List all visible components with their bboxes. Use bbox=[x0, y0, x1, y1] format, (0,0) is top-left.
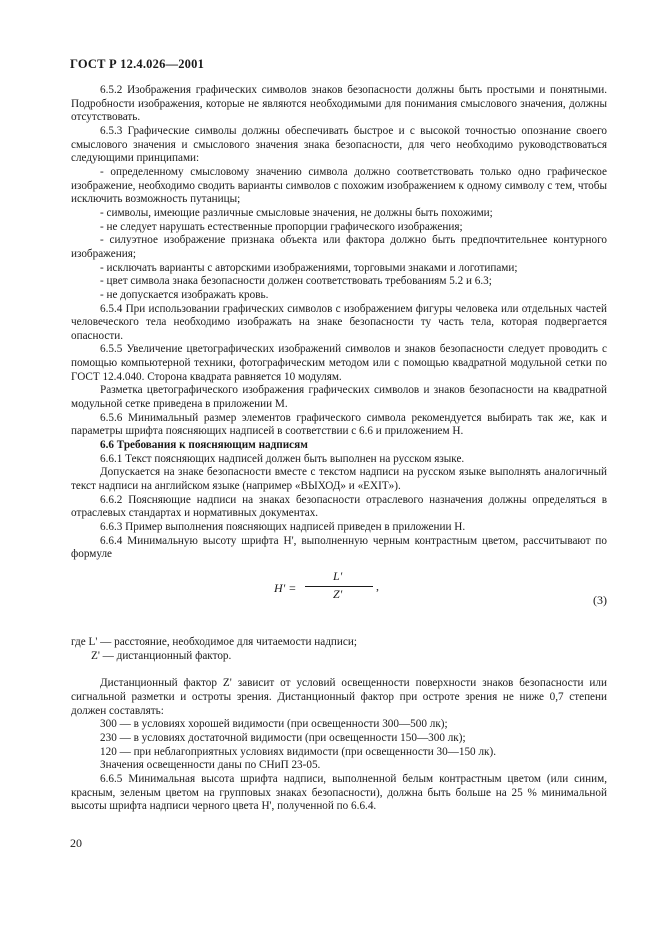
formula-legend bbox=[71, 636, 607, 663]
formula-denominator: Z' bbox=[333, 586, 343, 601]
formula-number: (3) bbox=[593, 592, 607, 607]
list-item: - символы, имеющие различные смысловые значения, не должны быть похожими; bbox=[100, 206, 493, 219]
paragraph-6-6-4: 6.6.4 Минимальную высоту шрифта H', выполненную черным контрастным цветом, рассчитывают по формуле bbox=[71, 534, 607, 561]
paragraph-6-6-5: 6.6.5 Минимальная высота шрифта надписи, выполненной белым контрастным цветом (или синим, красным, зеленым цветом на групповых знаках безопасности), должна быть больше на 25 % минимальной высоты шрифта надписи черного цвета H', полученной по 6.6.4. bbox=[71, 772, 607, 813]
paragraph-markup: Разметка цветографического изображения графических символов и знаков безопасности на квадратной модульной сетке приведена в приложении М. bbox=[71, 384, 607, 411]
list-item: - исключать варианты с авторскими изображениями, торговыми знаками и логотипами; bbox=[100, 261, 518, 274]
paragraph-6-5-6: 6.5.6 Минимальный размер элементов графического символа рекомендуется выбирать так же, как и параметры шрифта поясняющих надписей в соответствии с 6.6 и приложением Н. bbox=[71, 411, 607, 438]
list-item: 120 — при неблагоприятных условиях видимости (при освещенности 30—150 лк). bbox=[100, 745, 496, 758]
paragraph-6-6-3: 6.6.3 Пример выполнения поясняющих надписей приведен в приложении Н. bbox=[100, 521, 466, 533]
document-body bbox=[71, 84, 607, 814]
formula-lhs: H' = bbox=[274, 580, 297, 595]
legend-line-z: Z' — дистанционный фактор. bbox=[91, 649, 232, 662]
document-header: ГОСТ Р 12.4.026—2001 bbox=[70, 57, 205, 71]
formula-comma: , bbox=[376, 578, 379, 593]
paragraph-english-text: Допускается на знаке безопасности вместе с текстом надписи на русском языке выполнять аналогичный текст надписи на английском языке (например «ВЫХОД» и «EXIT»). bbox=[71, 466, 607, 493]
paragraph-6-5-5: 6.5.5 Увеличение цветографических изображений символов и знаков безопасности следует проводить с помощью компьютерной техники, фотографическим методом или с помощью квадратной модульной сетки по ГОСТ 12.4.040. Сторона квадрата равняется 10 модулям. bbox=[71, 343, 607, 383]
paragraph-distance-factor: Дистанционный фактор Z' зависит от условий освещенности поверхности знаков безопасности или сигнальной разметки и остроты зрения. Дистанционный фактор при остроте зрения не ниже 0,7 степени должен составлять: bbox=[71, 677, 607, 717]
paragraph-6-5-2: 6.5.2 Изображения графических символов знаков безопасности должны быть простыми и понятными. Подробности изображения, которые не являются необходимыми для понимания смыслового значения, должны отсутствовать. bbox=[71, 84, 607, 124]
list-item: - не следует нарушать естественные пропорции графического изображения; bbox=[100, 220, 463, 233]
paragraph-6-6-1: 6.6.1 Текст поясняющих надписей должен быть выполнен на русском языке. bbox=[100, 452, 465, 465]
paragraph-6-6-2: 6.6.2 Поясняющие надписи на знаках безопасности отраслевого назначения должны определяться в отраслевых стандартах и нормативных документах. bbox=[71, 493, 607, 520]
section-heading-6-6: 6.6 Требования к поясняющим надписям bbox=[100, 439, 308, 452]
list-item: - силуэтное изображение признака объекта или фактора должно быть предпочтительнее контурного изображения; bbox=[71, 234, 607, 260]
list-item: - определенному смысловому значению символа должно соответствовать только одно графическое изображение, необходимо сводить варианты символов с похожим изображением к одному символу с тем, чтобы исключить возможность путаницы; bbox=[71, 165, 607, 206]
list-item: - цвет символа знака безопасности должен соответствовать требованиям 5.2 и 6.3; bbox=[100, 275, 492, 288]
formula-numerator: L' bbox=[333, 568, 343, 583]
paragraph-snip: Значения освещенности даны по СНиП 23-05. bbox=[100, 759, 321, 772]
legend-line-l: где L' — расстояние, необходимое для читаемости надписи; bbox=[71, 635, 357, 648]
paragraph-6-5-3: 6.5.3 Графические символы должны обеспечивать быстрое и с высокой точностью опознание своего смыслового значения и смыслового значения знака безопасности, для чего необходимо руководствоваться следующими принципами: bbox=[71, 124, 607, 165]
page-number: 20 bbox=[70, 836, 82, 850]
paragraph-6-5-4: 6.5.4 При использовании графических символов с изображением фигуры человека или отдельных частей человеческого тела необходимо изображать на знаке безопасности ту часть тела, которая подвергается опасности. bbox=[71, 302, 607, 342]
list-item: 300 — в условиях хорошей видимости (при освещенности 300—500 лк); bbox=[100, 718, 448, 731]
list-item: 230 — в условиях достаточной видимости (при освещенности 150—300 лк); bbox=[100, 731, 466, 744]
list-item: - не допускается изображать кровь. bbox=[100, 288, 269, 301]
formula-3 bbox=[71, 566, 607, 624]
